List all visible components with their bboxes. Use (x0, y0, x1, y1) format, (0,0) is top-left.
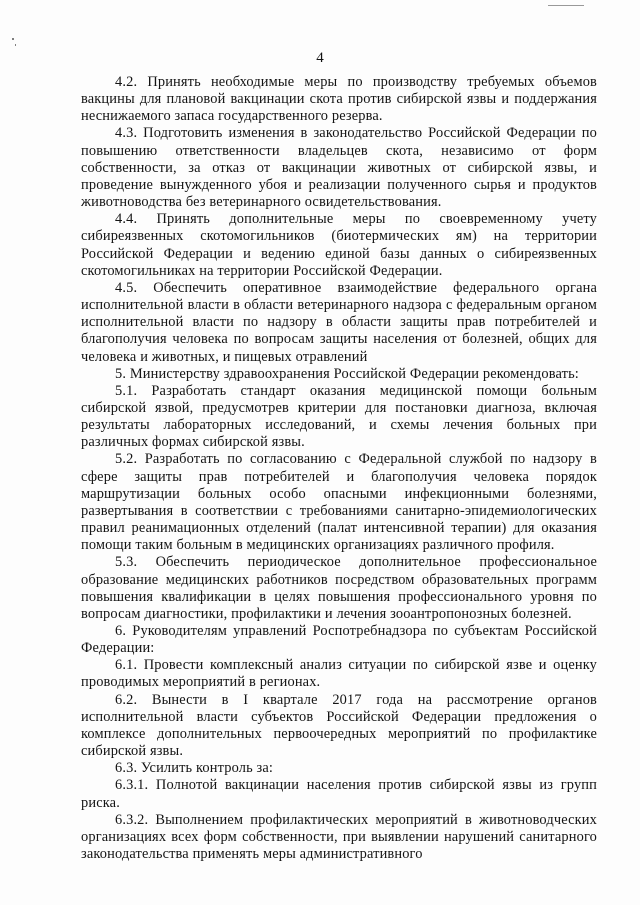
paragraph-6-3: 6.3. Усилить контроль за: (115, 760, 274, 777)
paragraph-4-4: 4.4. Принять дополнительные меры по своевременному учету сибиреязвенных скотомогильников (биотермических ям) на территории Российской Федерации и ведению единой базы данных о сибиреязвенных скотомогильниках на территории Российской Федерации. (81, 211, 597, 279)
paragraph-5-2: 5.2. Разработать по согласованию с Федеральной службой по надзору в сфере защиты прав потребителей и благополучия человека порядок маршрутизации больных особо опасными инфекционными болезнями, развертывания в соответствии с требованиями санитарно-эпидемиологических правил реанимационных отделений (палат интенсивной терапии) для оказания помощи таким больным в медицинских организациях различного профиля. (81, 451, 597, 554)
paragraph-4-3: 4.3. Подготовить изменения в законодательство Российской Федерации по повышению ответственности владельцев скота, независимо от форм собственности, за отказ от вакцинации животных от сибирской язвы, и проведение вынужденного убоя и реализации полученного сырья и продуктов животноводства без ветеринарного освидетельствования. (81, 125, 597, 211)
paragraph-6-3-2: 6.3.2. Выполнением профилактических мероприятий в животноводческих организациях всех форм собственности, при выявлении нарушений санитарного законодательства применять меры административного (81, 811, 597, 863)
paragraph-4-2: 4.2. Принять необходимые меры по производству требуемых объемов вакцины для плановой вакцинации скота против сибирской язвы и поддержания неснижаемого запаса государственного резерва. (81, 74, 597, 125)
paragraph-5-1: 5.1. Разработать стандарт оказания медицинской помощи больным сибирской язвой, предусмотрев критерии для постановки диагноза, включая результаты лабораторных исследований, и схемы лечения больных при различных формах сибирской язвы. (81, 382, 597, 451)
paragraph-6-1: 6.1. Провести комплексный анализ ситуации по сибирской язве и оценку проводимых мероприятий в регионах. (81, 657, 597, 691)
paragraph-5: 5. Министерству здравоохранения Российской Федерации рекомендовать: (115, 365, 579, 382)
paragraph-6: 6. Руководителям управлений Роспотребнадзора по субъектам Российской Федерации: (81, 623, 597, 657)
page-number: 4 (316, 50, 324, 66)
document-body (81, 74, 597, 863)
paragraph-4-5: 4.5. Обеспечить оперативное взаимодействие федерального органа исполнительной власти в области ветеринарного надзора с федеральным органом исполнительной власти по надзору в области защиты прав потребителей и благополучия человека по вопросам защиты населения от болезней, общих для человека и животных, и пищевых отравлений (81, 279, 597, 365)
paragraph-5-3: 5.3. Обеспечить периодическое дополнительное профессиональное образование медицинских работников посредством образовательных программ повышения квалификации в целях повышения профессионального уровня по вопросам диагностики, профилактики и лечения зооантропонозных болезней. (81, 554, 597, 622)
paragraph-6-2: 6.2. Вынести в I квартале 2017 года на рассмотрение органов исполнительной власти субъектов Российской Федерации предложения о комплексе дополнительных первоочередных мероприятий по профилактике сибирской язвы. (81, 691, 597, 760)
paragraph-6-3-1: 6.3.1. Полнотой вакцинации населения против сибирской язвы из групп риска. (81, 777, 597, 811)
